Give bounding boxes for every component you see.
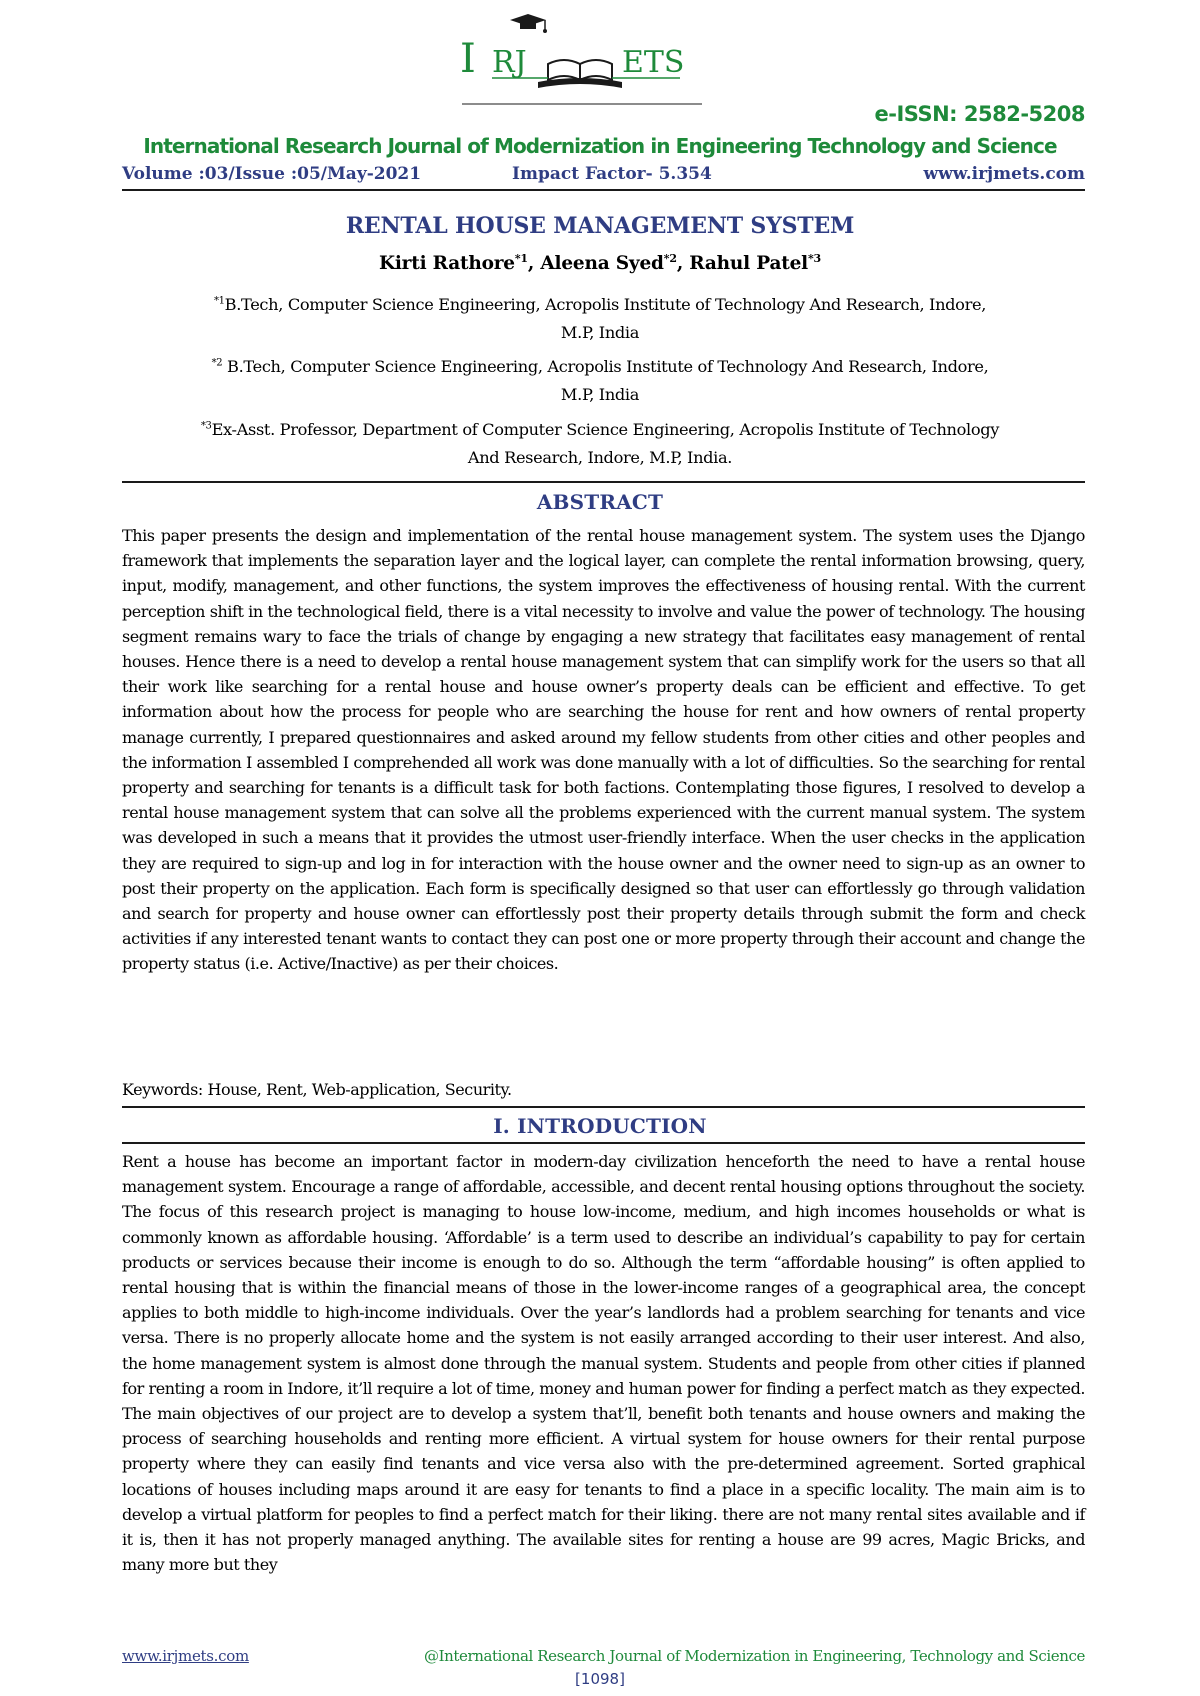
author-list (110, 253, 1090, 274)
svg-text:ETS: ETS (622, 45, 685, 80)
impact-factor: Impact Factor- 5.354 (512, 164, 712, 184)
author-mark: *1 (514, 251, 528, 265)
affiliation-text: B.Tech, Computer Science Engineering, Acropolis Institute of Technology And Research, Indore, (222, 357, 989, 376)
page-number: [1098] (575, 1670, 625, 1688)
affiliation-2-line-2: M.P, India (560, 385, 640, 404)
irjmets-logo (452, 12, 712, 107)
introduction-bottom-rule (122, 1142, 1085, 1144)
affiliation-mark: *2 (211, 357, 223, 369)
affiliation-text: B.Tech, Computer Science Engineering, Acropolis Institute of Technology And Research, Indore, (224, 295, 986, 314)
affiliation-1-line-1 (110, 295, 1090, 314)
journal-name: International Research Journal of Modernization in Engineering Technology and Science (143, 134, 1057, 158)
author-name: Aleena Syed (540, 253, 664, 274)
abstract-heading: ABSTRACT (536, 490, 664, 514)
affiliation-text: Ex-Asst. Professor, Department of Computer Science Engineering, Acropolis Institute of Technology (211, 420, 1000, 439)
footer-website-link[interactable]: www.irjmets.com (122, 1647, 249, 1665)
affiliation-3-line-2: And Research, Indore, M.P, India. (467, 448, 733, 467)
svg-text:I: I (460, 36, 476, 82)
header-divider (122, 189, 1085, 191)
author-mark: *3 (808, 251, 822, 265)
journal-website: www.irjmets.com (923, 164, 1085, 184)
issue-info-row (122, 164, 1085, 188)
keywords: Keywords: House, Rent, Web-application, Security. (122, 1080, 512, 1099)
author-mark: *2 (663, 251, 677, 265)
introduction-text: Rent a house has become an important factor in modern-day civilization henceforth the need to have a rental house management system. Encourage a range of affordable, accessible, and decent rental housing options throughout the society. The focus of this research project is managing to house low-income, medium, and high incomes households or what is commonly known as affordable housing. ‘Affordable’ is a term used to describe an individual’s capability to pay for certain products or services because their income is enough to do so. Although the term “affordable housing” is often applied to rental housing that is within the financial means of those in the lower-income ranges of a geographical area, the concept applies to both middle to high-income individuals. Over the year’s landlords had a problem searching for tenants and vice versa. There is no properly allocate home and the system is not easily arranged according to their user interest. And also, the home management system is almost done through the manual system. Students and people from other cities if planned for renting a room in Indore, it’ll require a lot of time, money and human power for finding a perfect match as they expected. The main objectives of our project are to develop a system that’ll, benefit both tenants and house owners and making the process of searching households and renting more efficient. A virtual system for house owners for their rental purpose property where they can easily find tenants and vice versa also with the pre-determined agreement. Sorted graphical locations of houses including maps around it are easy for tenants to find a place in a specific locality. The main aim is to develop a virtual platform for peoples to find a perfect match for their liking. there are not many rental sites available and if it is, then it has not properly managed anything. The available sites for renting a house are 99 acres, Magic Bricks, and many more but they (122, 1152, 1085, 1575)
volume-issue: Volume :03/Issue :05/May-2021 (122, 164, 422, 184)
affiliation-mark: *1 (214, 295, 225, 307)
author-name: Kirti Rathore (378, 253, 515, 274)
abstract-top-rule (122, 481, 1085, 483)
introduction-heading: I. INTRODUCTION (493, 1114, 707, 1138)
introduction-top-rule (122, 1106, 1085, 1108)
author-separator: , (527, 253, 541, 274)
affiliation-1-line-2: M.P, India (560, 323, 640, 342)
abstract-text: This paper presents the design and implementation of the rental house management system. The system uses the Django framework that implements the separation layer and the logical layer, can complete the rental information browsing, query, input, modify, management, and other functions, the system improves the effectiveness of housing rental. With the current perception shift in the technological field, there is a vital necessity to involve and value the power of technology. The housing segment remains wary to face the trials of change by engaging a new strategy that facilitates easy management of rental houses. Hence there is a need to develop a rental house management system that can simplify work for the users so that all their work like searching for a rental house and house owner’s property deals can be efficient and effective. To get information about how the process for people who are searching the house for rent and how owners of rental property manage currently, I prepared questionnaires and asked around my fellow students from other cities and other peoples and the information I assembled I comprehended all work was done manually with a lot of difficulties. So the searching for rental property and searching for tenants is a difficult task for both factions. Contemplating those figures, I resolved to develop a rental house management system that can solve all the problems experienced with the current manual system. The system was developed in such a means that it provides the utmost user-friendly interface. When the user checks in the application they are required to sign-up and log in for interaction with the house owner and the owner need to sign-up as an owner to post their property on the application. Each form is specifically designed so that user can effortlessly go through validation and search for property and house owner can effortlessly post their property details through submit the form and check activities if any interested tenant wants to contact they can post one or more property through their account and change the property status (i.e. Active/Inactive) as per their choices. (122, 526, 1085, 974)
affiliation-2-line-1 (110, 357, 1090, 376)
eissn-label: e-ISSN: 2582-5208 (874, 102, 1085, 126)
paper-title: RENTAL HOUSE MANAGEMENT SYSTEM (345, 213, 855, 239)
svg-text:RJ: RJ (492, 45, 527, 80)
footer-copyright: @International Research Journal of Modernization in Engineering, Technology and Science (423, 1647, 1085, 1665)
author-separator: , (676, 253, 690, 274)
affiliation-3-line-1 (110, 420, 1090, 439)
affiliation-mark: *3 (200, 420, 212, 432)
author-name: Rahul Patel (689, 253, 808, 274)
